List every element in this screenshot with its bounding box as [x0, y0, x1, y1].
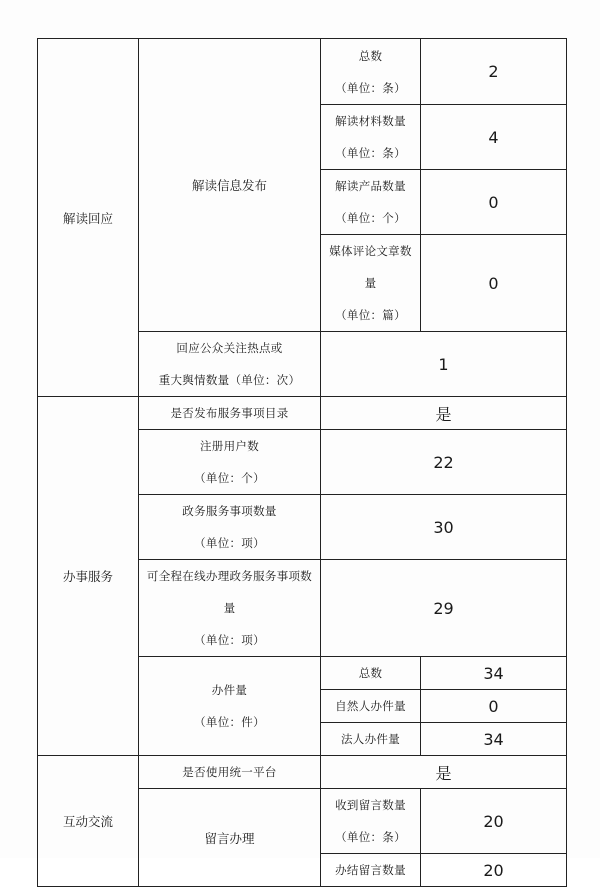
handling-legal-value: 34 [421, 723, 567, 756]
registered-users-label: 注册用户数 （单位：个） [139, 430, 321, 495]
publish-products-value: 0 [421, 170, 567, 235]
service-items-label: 政务服务事项数量 （单位：项） [139, 495, 321, 560]
table-row [38, 397, 567, 430]
online-items-label: 可全程在线办理政务服务事项数量 （单位：项） [139, 560, 321, 657]
subcategory-publish: 解读信息发布 [139, 39, 321, 332]
publish-total-value: 2 [421, 39, 567, 105]
handling-natural-value: 0 [421, 690, 567, 723]
handling-total-value: 34 [421, 657, 567, 690]
handling-natural-label: 自然人办件量 [321, 690, 421, 723]
publish-media-label: 媒体评论文章数量 （单位：篇） [321, 235, 421, 332]
messages-received-label: 收到留言数量 （单位：条） [321, 789, 421, 854]
messages-received-value: 20 [421, 789, 567, 854]
messages-closed-value: 20 [421, 854, 567, 887]
messages-closed-label: 办结留言数量 [321, 854, 421, 887]
subcategory-messages: 留言办理 [139, 789, 321, 887]
service-items-value: 30 [321, 495, 567, 560]
publish-materials-value: 4 [421, 105, 567, 170]
table-row [38, 756, 567, 789]
publish-materials-label: 解读材料数量 （单位：条） [321, 105, 421, 170]
category-interaction: 互动交流 [38, 756, 139, 887]
hotspots-label: 回应公众关注热点或 重大舆情数量（单位：次） [139, 332, 321, 397]
publish-products-label: 解读产品数量 （单位：个） [321, 170, 421, 235]
publish-total-label: 总数 （单位：条） [321, 39, 421, 105]
category-services: 办事服务 [38, 397, 139, 756]
service-catalog-label: 是否发布服务事项目录 [139, 397, 321, 430]
statistics-table [37, 38, 567, 887]
handling-label: 办件量 （单位：件） [139, 657, 321, 756]
handling-legal-label: 法人办件量 [321, 723, 421, 756]
category-interpretation: 解读回应 [38, 39, 139, 397]
platform-label: 是否使用统一平台 [139, 756, 321, 789]
hotspots-value: 1 [321, 332, 567, 397]
online-items-value: 29 [321, 560, 567, 657]
table-row [38, 39, 567, 105]
registered-users-value: 22 [321, 430, 567, 495]
service-catalog-value: 是 [321, 397, 567, 430]
handling-total-label: 总数 [321, 657, 421, 690]
platform-value: 是 [321, 756, 567, 789]
publish-media-value: 0 [421, 235, 567, 332]
